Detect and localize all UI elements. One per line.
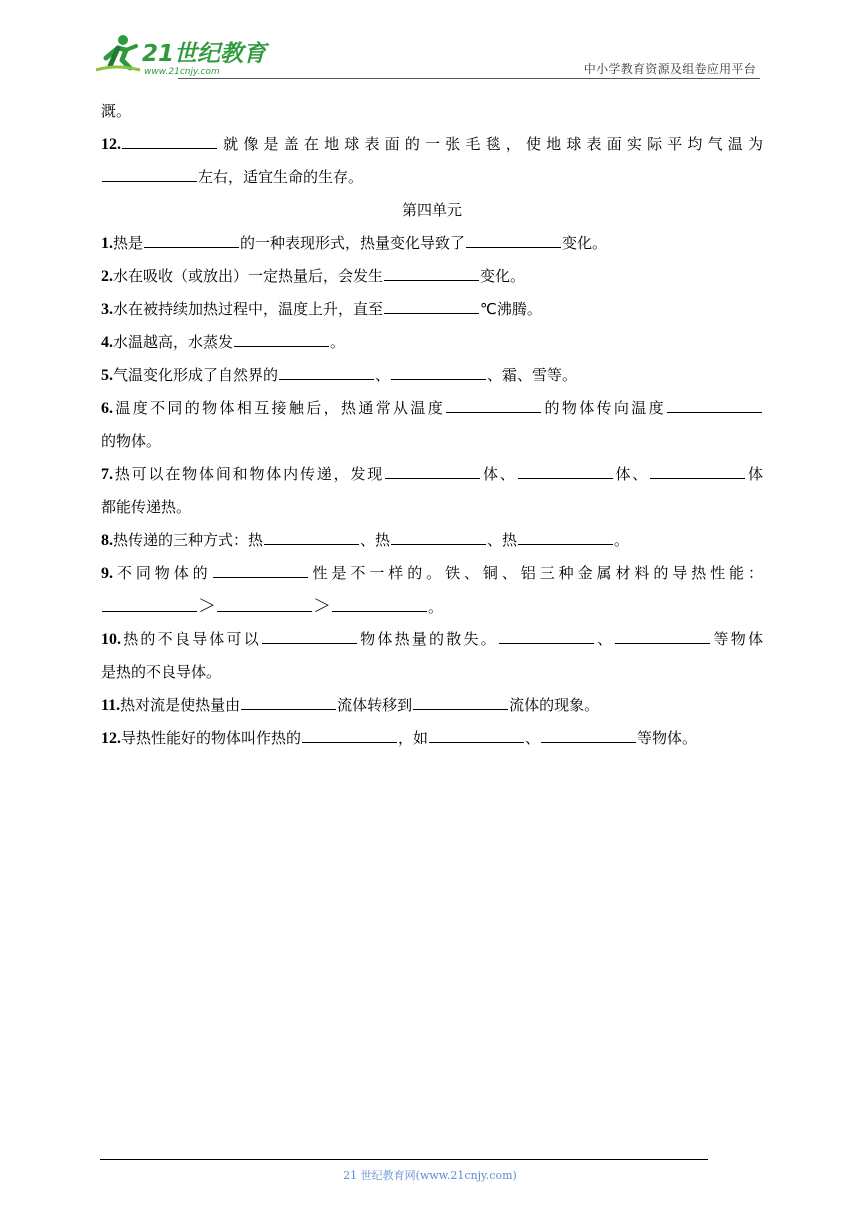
answer-blank[interactable] bbox=[144, 232, 239, 248]
question-5: 5.气温变化形成了自然界的 、 、霜、雪等。 bbox=[101, 366, 578, 384]
question-4: 4.水温越高，水蒸发 。 bbox=[101, 333, 346, 351]
question-9: 9.不同物体的 性是不一样的。铁、铜、铝三种金属材料的导热性能： bbox=[101, 564, 763, 582]
answer-blank[interactable] bbox=[217, 596, 312, 612]
answer-blank[interactable] bbox=[302, 727, 397, 743]
answer-blank[interactable] bbox=[385, 463, 480, 479]
logo-url: www.21cnjy.com bbox=[144, 67, 220, 77]
question-7: 7.热可以在物体间和物体内传递，发现 体、 体、 体 bbox=[101, 465, 763, 483]
answer-blank[interactable] bbox=[332, 596, 427, 612]
text-line: 是热的不良导体。 bbox=[101, 663, 222, 681]
answer-blank[interactable] bbox=[413, 694, 508, 710]
answer-blank[interactable] bbox=[102, 166, 197, 182]
text-line: 溉。 bbox=[101, 102, 132, 120]
answer-blank[interactable] bbox=[667, 397, 762, 413]
answer-blank[interactable] bbox=[122, 133, 217, 149]
answer-blank[interactable] bbox=[279, 364, 374, 380]
answer-blank[interactable] bbox=[615, 628, 710, 644]
answer-blank[interactable] bbox=[466, 232, 561, 248]
text-line: 都能传递热。 bbox=[101, 498, 192, 516]
answer-blank[interactable] bbox=[391, 364, 486, 380]
question-8: 8.热传递的三种方式：热 、热 、热 。 bbox=[101, 531, 630, 549]
header-title: 中小学教育资源及组卷应用平台 bbox=[583, 62, 756, 76]
logo-text: 21世纪教育 bbox=[142, 41, 267, 67]
question-2: 2.水在吸收（或放出）一定热量后，会发生 变化。 bbox=[101, 267, 526, 285]
unit-heading: 第四单元 bbox=[401, 201, 462, 219]
footer-divider bbox=[100, 1159, 708, 1160]
text-line: ＞ ＞ 。 bbox=[101, 590, 763, 623]
header-divider bbox=[178, 78, 760, 79]
question-3: 3.水在被持续加热过程中，温度上升，直至 ℃沸腾。 bbox=[101, 300, 542, 318]
text-line: 左右，适宜生命的生存。 bbox=[101, 161, 763, 194]
answer-blank[interactable] bbox=[391, 529, 486, 545]
answer-blank[interactable] bbox=[384, 298, 479, 314]
answer-blank[interactable] bbox=[384, 265, 479, 281]
question-1: 1.热是 的一种表现形式，热量变化导致了 变化。 bbox=[101, 234, 608, 252]
answer-blank[interactable] bbox=[262, 628, 357, 644]
answer-blank[interactable] bbox=[234, 331, 329, 347]
question-6: 6.温度不同的物体相互接触后，热通常从温度 的物体传向温度 bbox=[101, 392, 763, 425]
answer-blank[interactable] bbox=[499, 628, 594, 644]
answer-blank[interactable] bbox=[541, 727, 636, 743]
answer-blank[interactable] bbox=[650, 463, 745, 479]
question-10: 10.热的不良导体可以 物体热量的散失。 、 等物体 bbox=[101, 630, 763, 648]
page-header bbox=[96, 30, 760, 82]
answer-blank[interactable] bbox=[446, 397, 541, 413]
answer-blank[interactable] bbox=[429, 727, 524, 743]
answer-blank[interactable] bbox=[264, 529, 359, 545]
runner-logo-icon bbox=[96, 32, 271, 78]
answer-blank[interactable] bbox=[102, 596, 197, 612]
answer-blank[interactable] bbox=[518, 463, 613, 479]
text-line: 的物体。 bbox=[101, 432, 162, 450]
question-12: 12.导热性能好的物体叫作热的 ，如 、 等物体。 bbox=[101, 729, 698, 747]
document-body bbox=[101, 95, 763, 755]
footer-link[interactable]: 21 世纪教育网(www.21cnjy.com) bbox=[343, 1169, 517, 1182]
answer-blank[interactable] bbox=[241, 694, 336, 710]
question-11: 11.热对流是使热量由 流体转移到 流体的现象。 bbox=[101, 696, 600, 714]
logo bbox=[96, 32, 271, 78]
answer-blank[interactable] bbox=[213, 562, 308, 578]
question-12-unit3: 12. 就像是盖在地球表面的一张毛毯，使地球表面实际平均气温为 bbox=[101, 135, 763, 153]
answer-blank[interactable] bbox=[518, 529, 613, 545]
